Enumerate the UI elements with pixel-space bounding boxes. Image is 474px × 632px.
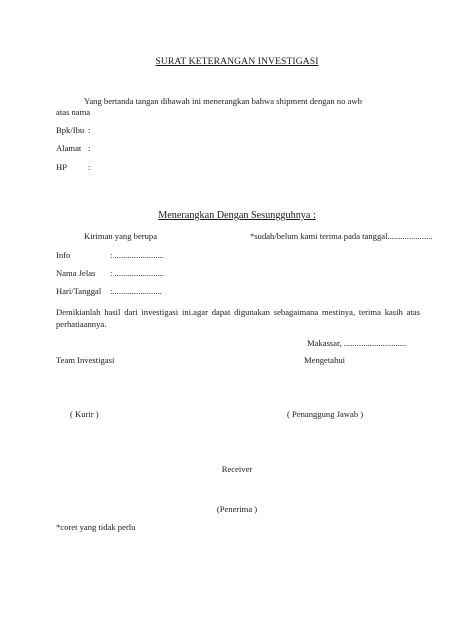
document-title: SURAT KETERANGAN INVESTIGASI <box>155 56 319 67</box>
field-label-alamat: Alamat <box>56 143 82 153</box>
signature-penerima: (Penerima ) <box>216 504 258 514</box>
section-subtitle: Menerangkan Dengan Sesungguhnya : <box>158 210 316 221</box>
field-label-hari-tanggal: Hari/Tanggal <box>56 286 102 296</box>
field-value-info: : ....................... <box>110 250 164 260</box>
field-label-hp: HP <box>56 162 67 172</box>
field-colon-alamat: : <box>88 143 91 153</box>
field-label-info: Info <box>56 250 71 260</box>
signature-penanggung-jawab: ( Penanggung Jawab ) <box>287 409 364 419</box>
receiver-label: Receiver <box>221 464 253 474</box>
shipment-received-note: *sudah/belum kami terima pada tanggal..................... <box>250 231 433 241</box>
field-label-nama-jelas: Nama Jelas <box>56 268 96 278</box>
field-value-hari-tanggal: :....................... <box>110 286 162 296</box>
mengetahui-label: Mengetahui <box>304 355 346 365</box>
closing-paragraph: Demikianlah hasil dari investigasi ini.agar dapat digunakan sebagaimana mestinya, terima kasih atas perhatiaannya. <box>56 307 420 329</box>
footnote: *coret yang tidak perlu <box>56 522 136 532</box>
intro-line-1: Yang bertanda tangan dibawah ini menerangkan bahwa shipment dengan no awb <box>84 96 362 106</box>
team-investigasi-label: Team Investigasi <box>56 355 115 365</box>
place-date: Makassar, ............................. <box>307 338 407 348</box>
signature-kurir: ( Kurir ) <box>70 409 99 419</box>
shipment-description-label: Kiriman yang berupa <box>84 231 158 241</box>
field-colon-hp: : <box>88 162 91 172</box>
field-value-nama-jelas: : ....................... <box>110 268 164 278</box>
field-colon-bpk-ibu: : <box>88 125 91 135</box>
field-label-bpk-ibu: Bpk/Ibu <box>56 125 85 135</box>
intro-line-2: atas nama <box>56 107 91 117</box>
